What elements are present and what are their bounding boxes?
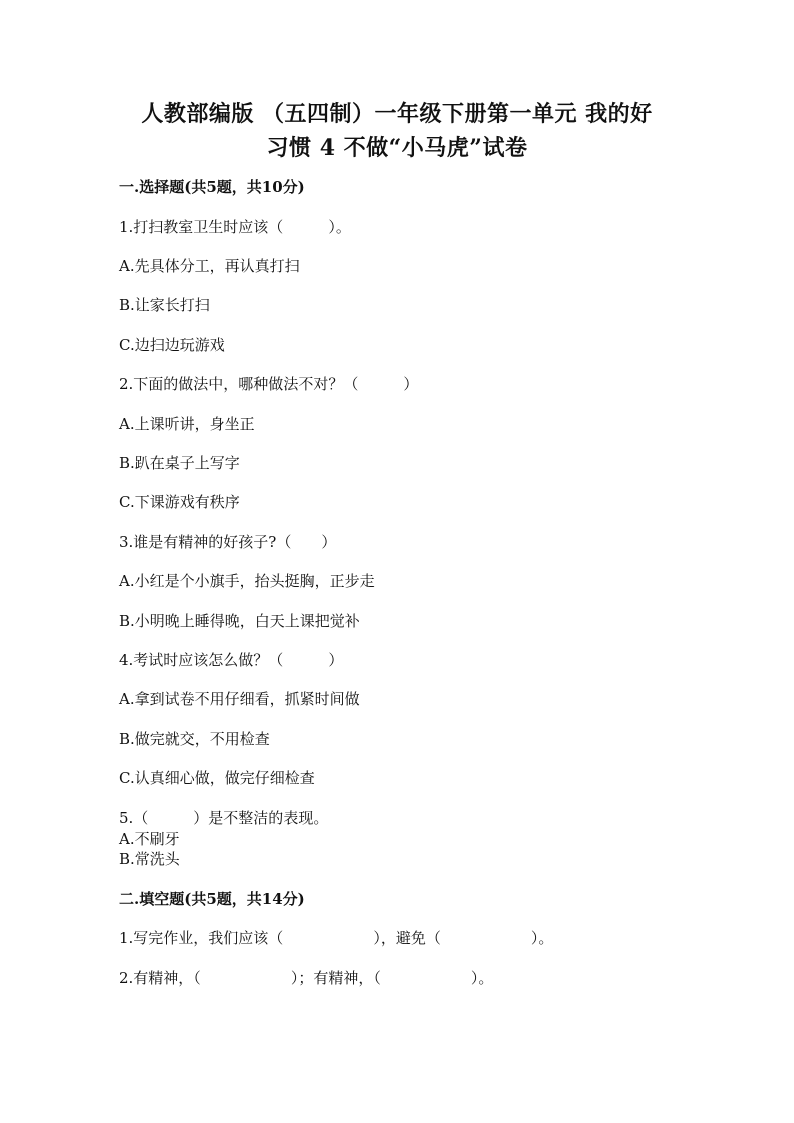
question-1-option-b: B.让家长打扫 [119,296,210,314]
question-5-stem: 5.（ ）是不整洁的表现。 [119,809,329,827]
question-2-option-a: A.上课听讲，身坐正 [119,415,255,433]
fill-question-1: 1.写完作业，我们应该（ ），避免（ ）。 [119,929,554,947]
section-2-heading: 二.填空题(共5题，共14分) [119,890,305,908]
exam-title-line-1: 人教部编版 （五四制）一年级下册第一单元 我的好 [141,101,653,127]
question-5-option-a: A.不刷牙 [119,830,180,848]
question-4-option-a: A.拿到试卷不用仔细看，抓紧时间做 [119,690,360,708]
question-4-option-c: C.认真细心做，做完仔细检查 [119,769,315,787]
question-3-option-b: B.小明晚上睡得晚，白天上课把觉补 [119,612,360,630]
question-1-option-a: A.先具体分工，再认真打扫 [119,257,300,275]
question-5-option-b: B.常洗头 [119,850,180,868]
question-3-stem: 3.谁是有精神的好孩子?（ ） [119,533,337,551]
fill-question-2: 2.有精神，（ ）；有精神，（ ）。 [119,969,494,987]
question-2-stem: 2.下面的做法中，哪种做法不对？（ ） [119,375,419,393]
question-1-option-c: C.边扫边玩游戏 [119,336,225,354]
question-2-option-c: C.下课游戏有秩序 [119,493,240,511]
question-2-option-b: B.趴在桌子上写字 [119,454,240,472]
section-1-heading: 一.选择题(共5题，共10分) [119,178,305,196]
exam-title-line-2: 习惯 4 不做“小马虎”试卷 [266,135,528,161]
question-3-option-a: A.小红是个小旗手，抬头挺胸，正步走 [119,572,375,590]
question-1-stem: 1.打扫教室卫生时应该（ ）。 [119,218,351,236]
question-4-stem: 4.考试时应该怎么做？（ ） [119,651,344,669]
question-4-option-b: B.做完就交，不用检查 [119,730,270,748]
